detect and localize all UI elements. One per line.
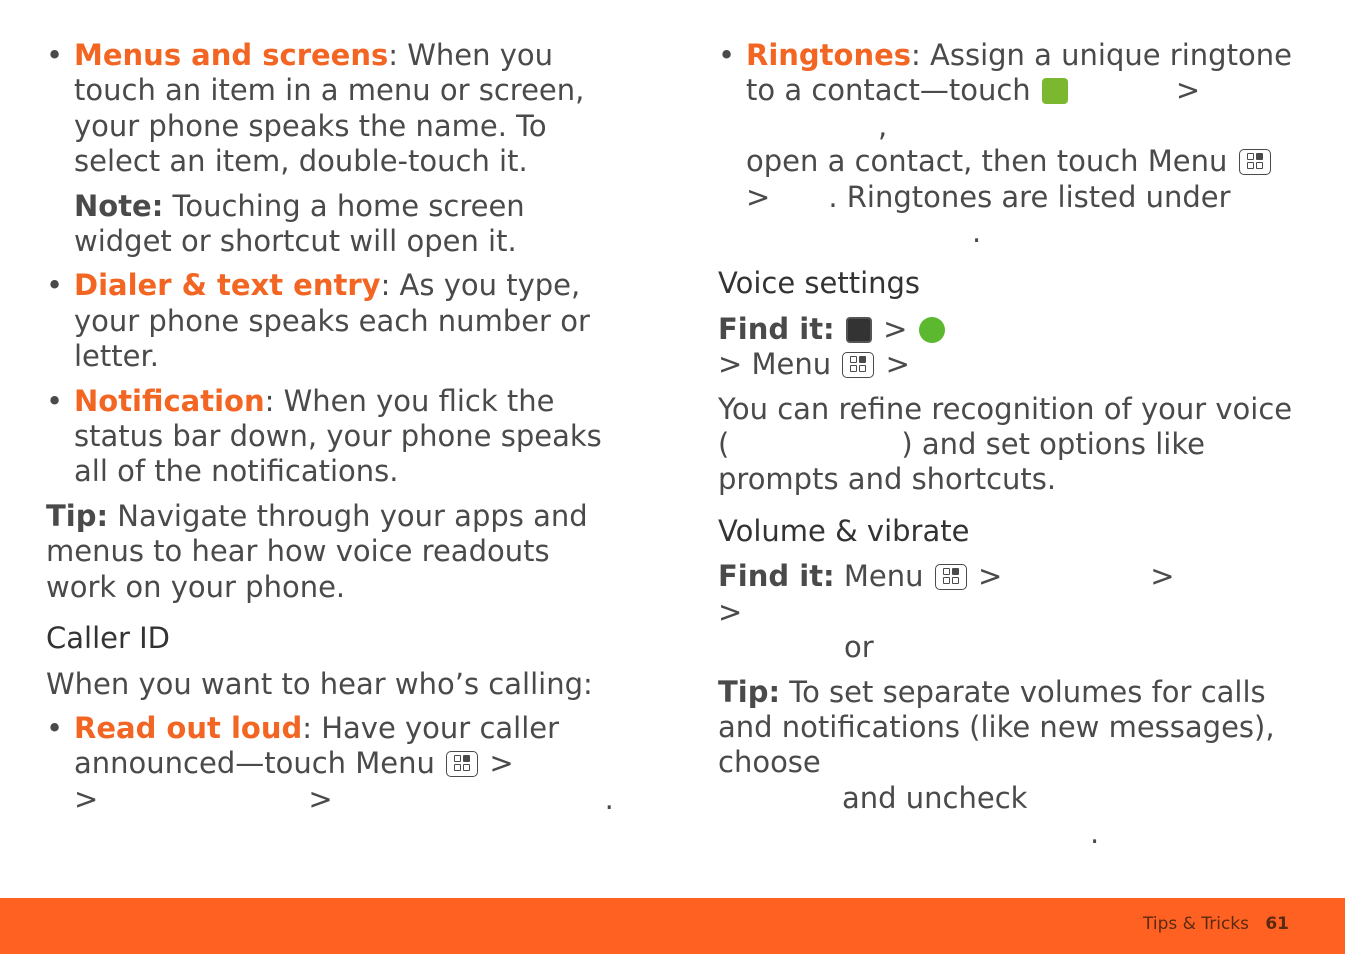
volume-vibrate-heading: Volume & vibrate <box>718 513 970 548</box>
page-footer <box>0 898 1345 954</box>
volume-tip <box>718 675 1298 852</box>
period: . <box>604 781 614 816</box>
contacts-app-icon <box>1042 78 1068 104</box>
bullet-text: . Ringtones are listed under <box>828 179 1231 214</box>
footer-section-title: Tips & Tricks <box>1143 914 1249 934</box>
right-column <box>718 38 1298 861</box>
comma: , <box>878 108 888 143</box>
bullet-menus-screens <box>46 38 626 180</box>
text: prompts and shortcuts. <box>718 462 1057 497</box>
find-it-label: Find it: <box>718 559 835 594</box>
voice-dialer-icon <box>919 317 945 343</box>
menu-key-icon <box>446 751 478 777</box>
volume-find-it <box>718 559 1298 665</box>
period: . <box>1090 816 1100 851</box>
separator: > <box>74 781 99 816</box>
tip-text: To set separate volumes for calls and notifications (like new messages), choose <box>718 674 1275 780</box>
menu-key-icon <box>1239 149 1271 175</box>
bullet-label: Ringtones <box>746 38 912 72</box>
menu-path: > Menu <box>718 347 832 382</box>
caller-intro: When you want to hear who’s calling: <box>46 666 593 701</box>
separator: > <box>1150 559 1175 594</box>
menu-word: Menu <box>834 559 924 594</box>
caller-id-heading: Caller ID <box>46 621 171 656</box>
or-word: or <box>844 630 874 665</box>
note-label: Note: <box>74 188 164 223</box>
bullet-text: : Assign a unique ringtone to a contact—touch <box>746 38 1292 108</box>
text: ( <box>718 427 730 462</box>
menu-key-icon <box>935 564 967 590</box>
separator: > <box>489 746 514 781</box>
separator: > <box>746 179 771 214</box>
bullet-notification <box>46 384 626 490</box>
left-column <box>46 38 626 826</box>
text: ) and set options like <box>901 427 1205 462</box>
tip-text: Navigate through your apps and menus to hear how voice readouts work on your phone. <box>46 498 588 604</box>
bullet-text: open a contact, then touch Menu <box>746 144 1228 179</box>
separator: > <box>308 781 333 816</box>
note <box>46 189 626 260</box>
bullet-dialer-text <box>46 268 626 374</box>
separator: > <box>977 559 1003 594</box>
bullet-label: Dialer & text entry <box>74 268 381 303</box>
bullet-ringtones <box>718 38 1298 250</box>
bullet-label: Notification <box>74 383 265 418</box>
bullet-text: : Have your caller announced—touch Menu <box>74 710 560 781</box>
period: . <box>972 215 982 250</box>
apps-launcher-icon <box>846 317 872 343</box>
menu-key-icon <box>842 352 874 378</box>
bullet-text: : When you flick the status bar down, your phone speaks all of the notifications. <box>74 383 602 489</box>
voice-settings-heading: Voice settings <box>718 266 921 301</box>
find-it-label: Find it: <box>718 311 835 346</box>
bullet-label: Menus and screens <box>74 38 389 72</box>
page-number: 61 <box>1265 914 1289 934</box>
tip <box>46 499 626 605</box>
separator: > <box>885 347 910 382</box>
bullet-text: : When you touch an item in a menu or screen, your phone speaks the name. To select an item, double-touch it. <box>74 38 585 179</box>
bullet-label: Read out loud <box>74 710 303 745</box>
voice-find-it <box>718 312 1298 383</box>
note-text: Touching a home screen widget or shortcut will open it. <box>74 188 525 259</box>
separator: > <box>1175 73 1201 108</box>
text: You can refine recognition of your voice <box>718 391 1293 426</box>
separator: > <box>718 594 743 629</box>
bullet-read-out-loud <box>46 711 626 817</box>
bullet-text: : As you type, your phone speaks each number or letter. <box>74 268 590 374</box>
separator: > <box>883 311 908 346</box>
tip-label: Tip: <box>46 498 109 533</box>
voice-description <box>718 392 1298 498</box>
tip-label: Tip: <box>718 674 781 709</box>
tip-text: and uncheck <box>842 780 1028 815</box>
